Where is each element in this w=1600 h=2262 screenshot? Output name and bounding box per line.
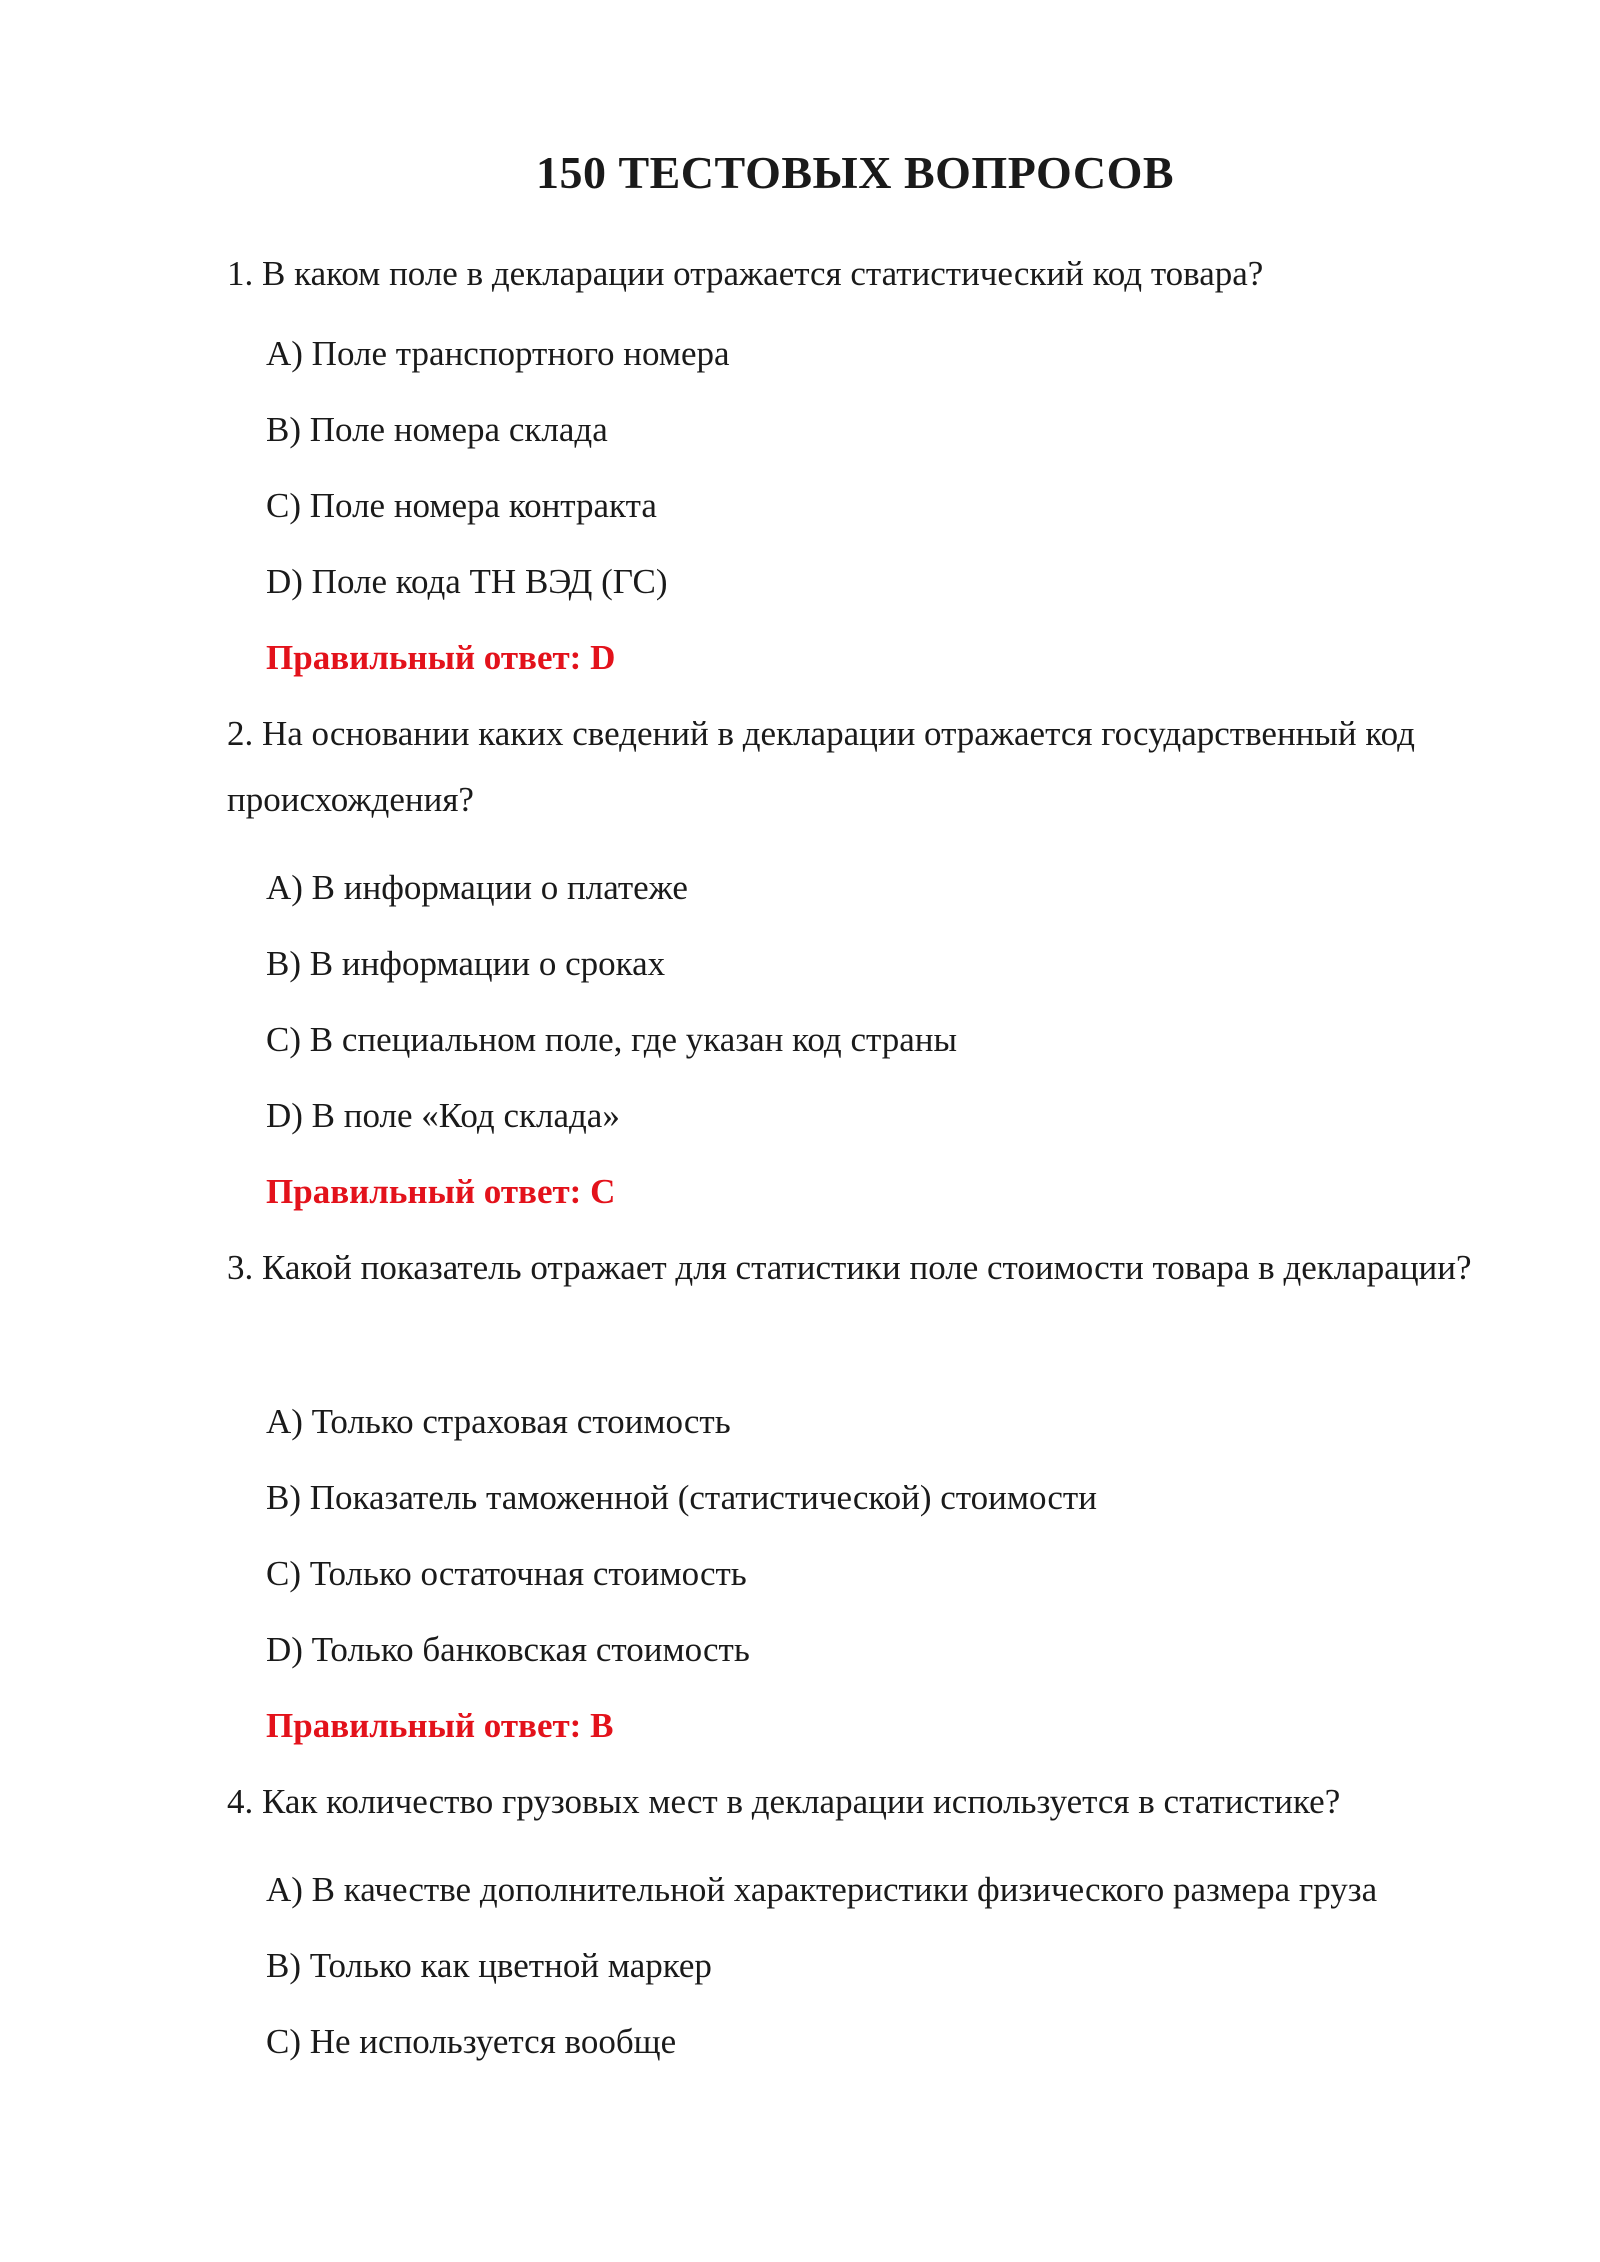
question-2-option-c: C) В специальном поле, где указан код страны bbox=[266, 1020, 957, 1059]
question-3: 3. Какой показатель отражает для статистики поле стоимости товара в декларации? bbox=[227, 1248, 1472, 1287]
question-4-option-c: C) Не используется вообще bbox=[266, 2022, 677, 2061]
question-4: 4. Как количество грузовых мест в декларации используется в статистике? bbox=[227, 1782, 1341, 1821]
question-1-option-b: B) Поле номера склада bbox=[266, 410, 608, 449]
question-3-option-b: B) Показатель таможенной (статистической) стоимости bbox=[266, 1478, 1097, 1517]
question-4-option-a: A) В качестве дополнительной характеристики физического размера груза bbox=[266, 1870, 1378, 1909]
question-2: 2. На основании каких сведений в декларации отражается государственный код происхождения? bbox=[227, 714, 1415, 819]
question-3-correct-answer: Правильный ответ: B bbox=[266, 1706, 614, 1745]
question-1-option-d: D) Поле кода ТН ВЭД (ГС) bbox=[266, 562, 668, 601]
question-3-option-c: C) Только остаточная стоимость bbox=[266, 1554, 747, 1593]
question-4-option-b: B) Только как цветной маркер bbox=[266, 1946, 712, 1985]
question-1-option-c: C) Поле номера контракта bbox=[266, 486, 657, 525]
question-2-option-a: A) В информации о платеже bbox=[266, 868, 688, 907]
question-1-option-a: A) Поле транспортного номера bbox=[266, 334, 730, 373]
document-title: 150 ТЕСТОВЫХ ВОПРОСОВ bbox=[535, 147, 1175, 198]
question-3-option-a: A) Только страховая стоимость bbox=[266, 1402, 731, 1441]
question-1-correct-answer: Правильный ответ: D bbox=[266, 638, 616, 677]
question-2-option-d: D) В поле «Код склада» bbox=[266, 1096, 620, 1135]
question-1: 1. В каком поле в декларации отражается статистический код товара? bbox=[227, 254, 1264, 293]
question-2-option-b: B) В информации о сроках bbox=[266, 944, 666, 983]
question-3-option-d: D) Только банковская стоимость bbox=[266, 1630, 750, 1669]
question-2-correct-answer: Правильный ответ: C bbox=[266, 1172, 616, 1211]
